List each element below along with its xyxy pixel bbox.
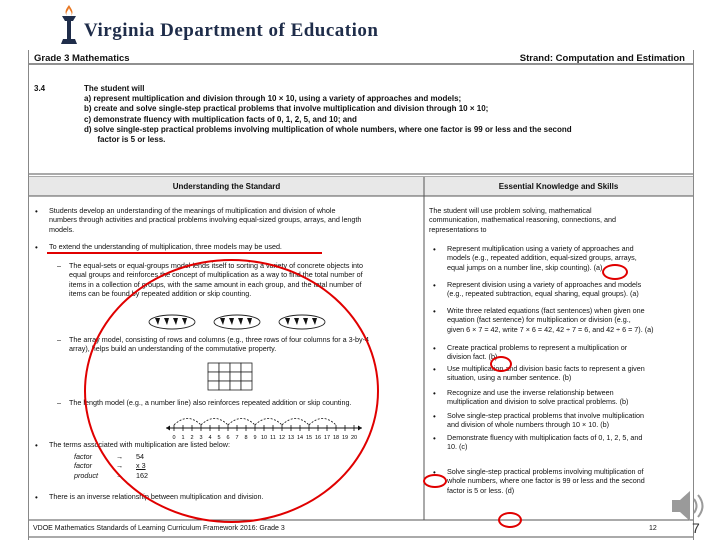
bullet-icon: • xyxy=(433,281,436,290)
number-line-label: 17 xyxy=(323,435,331,440)
essential-skill-line: Solve single-step practical problems that involve multiplication xyxy=(447,411,644,420)
dash-icon: – xyxy=(57,398,61,407)
essential-skill-item xyxy=(447,306,691,334)
essential-skill-line: Recognize and use the inverse relationship between xyxy=(447,388,614,397)
column-header-essential: Essential Knowledge and Skills xyxy=(498,182,619,191)
number-line-label: 11 xyxy=(270,435,276,440)
essential-skill-line: Solve single-step practical problems involving multiplication of xyxy=(447,467,644,476)
number-line-label: 9 xyxy=(253,435,257,440)
essential-skill-line: factor is 5 or less. (d) xyxy=(447,485,515,495)
sol-item: d) solve single-step practical problems involving multiplication of whole numbers, where one factor is 99 or less and the second xyxy=(84,124,572,134)
bullet-icon: • xyxy=(433,434,436,443)
dash-icon: – xyxy=(57,261,61,270)
number-line-label: 6 xyxy=(226,435,230,440)
number-line-label: 13 xyxy=(287,435,295,440)
bullet-icon: • xyxy=(433,468,436,477)
red-annotation-circle xyxy=(423,474,447,488)
footer-text: VDOE Mathematics Standards of Learning Curriculum Framework 2016: Grade 3 xyxy=(33,525,285,532)
bullet-icon: • xyxy=(35,493,38,502)
essential-skill-line: Represent multiplication using a variety of approaches and xyxy=(447,244,634,253)
essential-skill-line: Use multiplication and division basic facts to represent a given xyxy=(447,364,645,373)
grade-label: Grade 3 Mathematics xyxy=(34,53,130,64)
bullet-icon: • xyxy=(433,344,436,353)
essential-skill-item xyxy=(447,467,691,495)
bullet-icon: • xyxy=(35,207,38,216)
red-annotation-circle xyxy=(490,356,512,372)
sol-item: factor is 5 or less. xyxy=(84,135,166,145)
number-line-label: 19 xyxy=(341,435,349,440)
sol-item: c) demonstrate fluency with multiplication facts of 0, 1, 2, 5, and 10; and xyxy=(84,114,357,124)
dash-icon: – xyxy=(57,335,61,344)
essential-skill-line: equal jumps on a number line, skip counting). (a) xyxy=(447,262,603,272)
number-line-label: 4 xyxy=(208,435,212,440)
bullet-icon: • xyxy=(433,412,436,421)
red-annotation-circle xyxy=(84,259,379,523)
essential-skill-item xyxy=(447,343,691,362)
number-line-label: 1 xyxy=(181,435,185,440)
red-annotation-circle xyxy=(602,264,628,280)
torch-logo-icon xyxy=(58,3,80,45)
header-banner xyxy=(0,0,720,48)
speaker-icon[interactable] xyxy=(668,486,708,526)
essential-skill-line: 10. (c) xyxy=(447,442,468,452)
essential-skill-item xyxy=(447,433,691,452)
right-intro: The student will use problem solving, mathematical communication, mathematical reasoning, connections, and representations to xyxy=(429,206,616,234)
number-line-label: 7 xyxy=(235,435,239,440)
bullet-icon: • xyxy=(35,441,38,450)
essential-skill-line: (e.g., repeated subtraction, equal sharing, equal groups). (a) xyxy=(447,289,639,299)
essential-skill-line: multiplication and division to solve practical problems. (b) xyxy=(447,397,629,407)
essential-skill-line: Represent division using a variety of approaches and models xyxy=(447,280,642,289)
number-line-label: 3 xyxy=(199,435,203,440)
number-line-label: 5 xyxy=(217,435,221,440)
left-bullet-1: Students develop an understanding of the meanings of multiplication and division of whole numbers through activities and practical problems involving equal-sized groups, arrays, and length models. xyxy=(49,206,362,234)
essential-skill-item xyxy=(447,364,691,383)
term-row: product → 162 xyxy=(74,470,148,480)
term-row: factor → 54 xyxy=(74,452,144,461)
term-row: factor → x 3 xyxy=(74,461,146,471)
number-line-label: 0 xyxy=(172,435,176,440)
banner-title: Virginia Department of Education xyxy=(84,20,379,41)
essential-skill-line: division fact. (b) xyxy=(447,352,498,362)
number-line-label: 12 xyxy=(278,435,286,440)
page-number: 12 xyxy=(649,525,657,532)
left-bullet-3: The terms associated with multiplication are listed below: xyxy=(49,440,230,449)
array-model-text: The array model, consisting of rows and columns (e.g., three rows of four columns for a 3-by-4 array), helps build an understanding of the commutative property. xyxy=(69,335,370,354)
bullet-icon: • xyxy=(433,365,436,374)
bullet-icon: • xyxy=(35,243,38,252)
slide-number: 7 xyxy=(692,520,700,536)
essential-skill-line: Write three related equations (fact sentences) when given one xyxy=(447,306,645,315)
number-line-label: 14 xyxy=(296,435,304,440)
sol-item: a) represent multiplication and division through 10 × 10, using a variety of approaches and models; xyxy=(84,94,462,104)
number-line-label: 15 xyxy=(305,435,313,440)
equal-groups-text: The equal-sets or equal-groups model lends itself to sorting a variety of concrete objects into equal groups and reinforces the concept of multiplication as a way to find the total number of items in a collection of groups, with the same amount in each group, and the total number of items can be found by repeated addition or skip counting. xyxy=(69,261,364,298)
essential-skill-line: and division of whole numbers through 10 × 10. (b) xyxy=(447,420,610,430)
essential-skill-line: Demonstrate fluency with multiplication facts of 0, 1, 2, 5, and xyxy=(447,433,643,442)
length-model-text: The length model (e.g., a number line) also reinforces repeated addition or skip counting. xyxy=(69,398,352,407)
number-line-label: 16 xyxy=(314,435,322,440)
left-bullet-4: There is an inverse relationship between multiplication and division. xyxy=(49,492,264,501)
number-line-label: 2 xyxy=(190,435,194,440)
column-header-understanding: Understanding the Standard xyxy=(172,182,281,191)
strand-label: Strand: Computation and Estimation xyxy=(519,53,685,64)
sol-item: b) create and solve single-step practical problems that involve multiplication and division through 10 × 10; xyxy=(84,104,489,114)
essential-skill-item xyxy=(447,411,691,430)
red-annotation-circle xyxy=(498,512,522,528)
number-line-label: 18 xyxy=(332,435,340,440)
essential-skill-line: whole numbers, where one factor is 99 or less and the second xyxy=(447,476,645,486)
essential-skill-line: models (e.g., repeated addition, equal-sized groups, arrays, xyxy=(447,253,637,263)
bullet-icon: • xyxy=(433,307,436,316)
essential-skill-item xyxy=(447,388,691,407)
essential-skill-line: given 6 × 7 = 42, write 7 × 6 = 42, 42 ÷ 7 = 6, and 42 ÷ 6 = 7). (a) xyxy=(447,324,654,334)
essential-skill-line: equation (fact sentence) for multiplication or division (e.g., xyxy=(447,315,631,325)
bullet-icon: • xyxy=(433,389,436,398)
number-line-label: 8 xyxy=(244,435,248,440)
essential-skill-line: Create practical problems to represent a multiplication or xyxy=(447,343,628,352)
essential-skill-line: situation, using a number sentence. (b) xyxy=(447,373,572,383)
bullet-icon: • xyxy=(433,245,436,254)
essential-skill-item xyxy=(447,244,691,272)
number-line-label: 10 xyxy=(260,435,268,440)
sol-intro: The student will xyxy=(84,84,145,93)
left-bullet-2: To extend the understanding of multiplication, three models may be used. xyxy=(49,242,282,251)
number-line-label: 20 xyxy=(350,435,358,440)
sol-number: 3.4 xyxy=(34,84,46,93)
essential-skill-item xyxy=(447,280,691,299)
sol-statement xyxy=(84,84,689,145)
red-underline xyxy=(47,252,322,254)
